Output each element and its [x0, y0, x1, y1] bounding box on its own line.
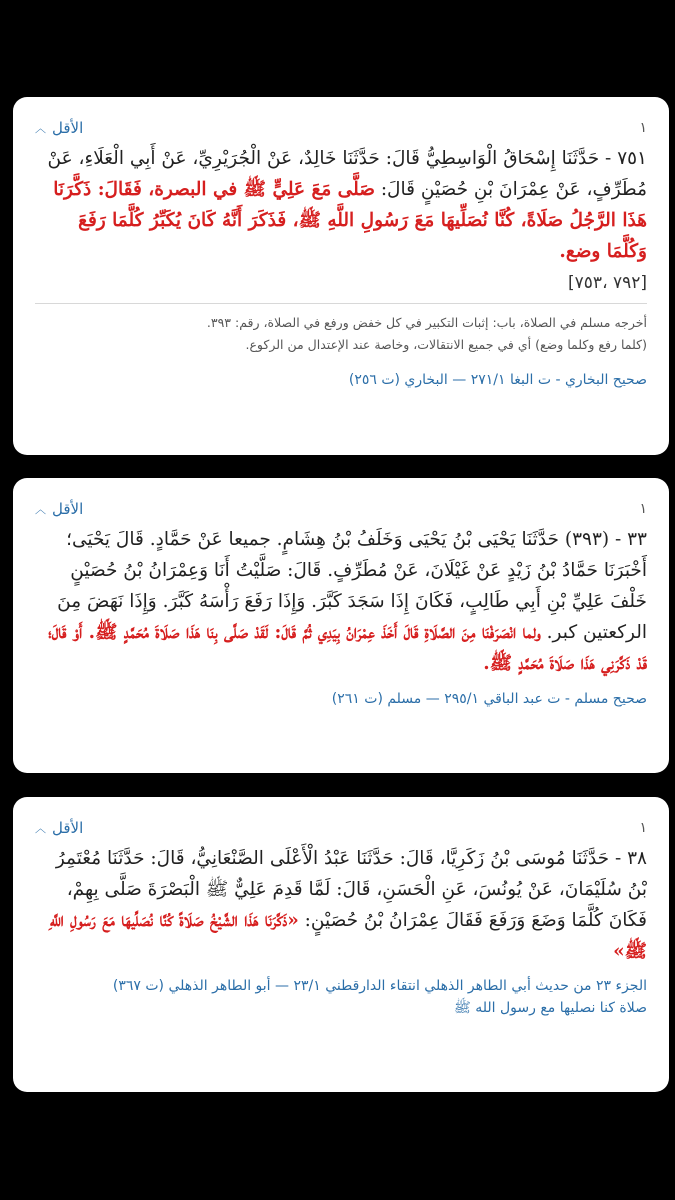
result-number: ١	[639, 501, 647, 517]
hadith-card-bukhari	[13, 97, 669, 455]
source-link[interactable]: صحيح مسلم - ت عبد الباقي ٢٩٥/١ — مسلم (ت ٢٦١)	[331, 691, 647, 707]
footnote-1: أخرجه مسلم في الصلاة، باب: إثبات التكبير في كل خفض ورفع في الصلاة، رقم: ٣٩٣.	[206, 315, 647, 330]
source-link[interactable]: صحيح البخاري - ت البغا ٢٧١/١ — البخاري (ت ٢٥٦)	[348, 372, 647, 388]
hadith-text	[35, 143, 647, 267]
card-header	[35, 113, 647, 143]
collapse-toggle[interactable]	[35, 119, 83, 137]
toggle-label: الأقل	[52, 119, 84, 137]
chevron-up-icon: ︿	[35, 503, 46, 516]
hadith-matn: «ذَكَّرَنَا هَذَا الشَّيْخُ صَلَاةً كُنَّا نُصَلِّيهَا مَعَ رَسُولِ اللَّهِ ﷺ»	[49, 910, 647, 962]
hadith-chain: ٣٣ - (٣٩٣) حَدَّثَنَا يَحْيَى بْنُ يَحْيَى وَخَلَفُ بْنُ هِشَامٍ. جميعا عَنْ حَمَّادٍ. قَالَ يَحْيَى؛ أَخْبَرَنَا حَمَّادُ بْنُ زَيْدٍ عَنْ غَيْلَانَ، عَنْ مُطَرِّفٍ. قَالَ: صَلَّيْتُ أَنَا وَعِمْرَانُ بْنُ حُصَيْنٍ خَلْفَ عَلِيِّ بْنِ أَبِي طَالِبٍ، فَكَانَ إِذَا سَجَدَ كَبَّرَ. وَإِذَا رَفَعَ رَأْسَهُ كَبَّرَ. وَإِذَا نَهَضَ مِنَ الركعتين كبر.	[57, 529, 647, 643]
card-header	[35, 813, 647, 843]
toggle-label: الأقل	[52, 819, 84, 837]
source-link[interactable]: الجزء ٢٣ من حديث أبي الطاهر الذهلي انتقاء الدارقطني ٢٣/١ — أبو الطاهر الذهلي (ت ٣٦٧)	[112, 978, 647, 994]
collapse-toggle[interactable]	[35, 819, 83, 837]
toggle-label: الأقل	[52, 500, 84, 518]
chevron-up-icon: ︿	[35, 822, 46, 835]
hadith-text	[35, 843, 647, 967]
hadith-text	[35, 524, 647, 679]
result-number: ١	[639, 820, 647, 836]
chevron-up-icon: ︿	[35, 122, 46, 135]
card-header	[35, 494, 647, 524]
hadith-chain: ٧٥١ - حَدَّثَنَا إِسْحَاقُ الْوَاسِطِيُّ قَالَ: حَدَّثَنَا خَالِدٌ، عَنْ الْجُرَيْرِيِّ، عَنْ أَبِي الْعَلَاءِ، عَنْ مُطَرِّفٍ، عَنْ عِمْرَانَ بْنِ حُصَيْنٍ قَالَ:	[47, 148, 647, 200]
hadith-card-dhuhli	[13, 797, 669, 1092]
hadith-card-muslim	[13, 478, 669, 773]
divider	[35, 303, 647, 304]
result-number: ١	[639, 120, 647, 136]
source-subtitle[interactable]: صلاة كنا نصليها مع رسول الله ﷺ	[453, 1000, 647, 1016]
cross-references: [٧٩٢ ،٧٥٣]	[568, 273, 647, 293]
footnote-2: (كلما رفع وكلما وضع) أي في جميع الانتقالات، وخاصة عند الإعتدال من الركوع.	[245, 337, 647, 352]
collapse-toggle[interactable]	[35, 500, 83, 518]
hadith-matn: صَلَّى مَعَ عَلِيٍّ ﷺ في البصرة، فَقَالَ: ذَكَّرَنَا هَذَا الرَّجُلُ صَلَاةً، كُنَّا نُصَلِّيهَا مَعَ رَسُولِ اللَّهِ ﷺ، فَذَكَرَ أَنَّهُ كَانَ يُكَبِّرُ كُلَّمَا رَفَعَ وَكُلَّمَا وضع.	[53, 179, 647, 262]
hadith-matn: ولما انْصَرَفْنَا مِنَ الصَّلَاةِ قَالَ أَخَذَ عِمْرَانُ بِيَدِي ثُمَّ قَالَ: لَقَدْ صَلَّى بِنَا هَذَا صَلَاةَ مُحَمَّدٍ ﷺ. أَوْ قَالَ؛ قَدْ ذَكَّرَنِي هَذَا صَلَاةَ مُحَمَّدٍ ﷺ.	[47, 622, 647, 674]
hadith-chain: ٣٨ - حَدَّثَنَا مُوسَى بْنُ زَكَرِيَّا، قَالَ: حَدَّثَنَا عَبْدُ الْأَعْلَى الصَّنْعَانِيُّ، قَالَ: حَدَّثَنَا مُعْتَمِرُ بْنُ سُلَيْمَانَ، عَنْ يُونُسَ، عَنِ الْحَسَنِ، قَالَ: لَمَّا قَدِمَ عَلِيٌّ ﷺ الْبَصْرَةَ صَلَّى بِهِمْ، فَكَانَ كُلَّمَا وَضَعَ وَرَفَعَ فَقَالَ عِمْرَانُ بْنُ حُصَيْنٍ:	[55, 848, 647, 931]
